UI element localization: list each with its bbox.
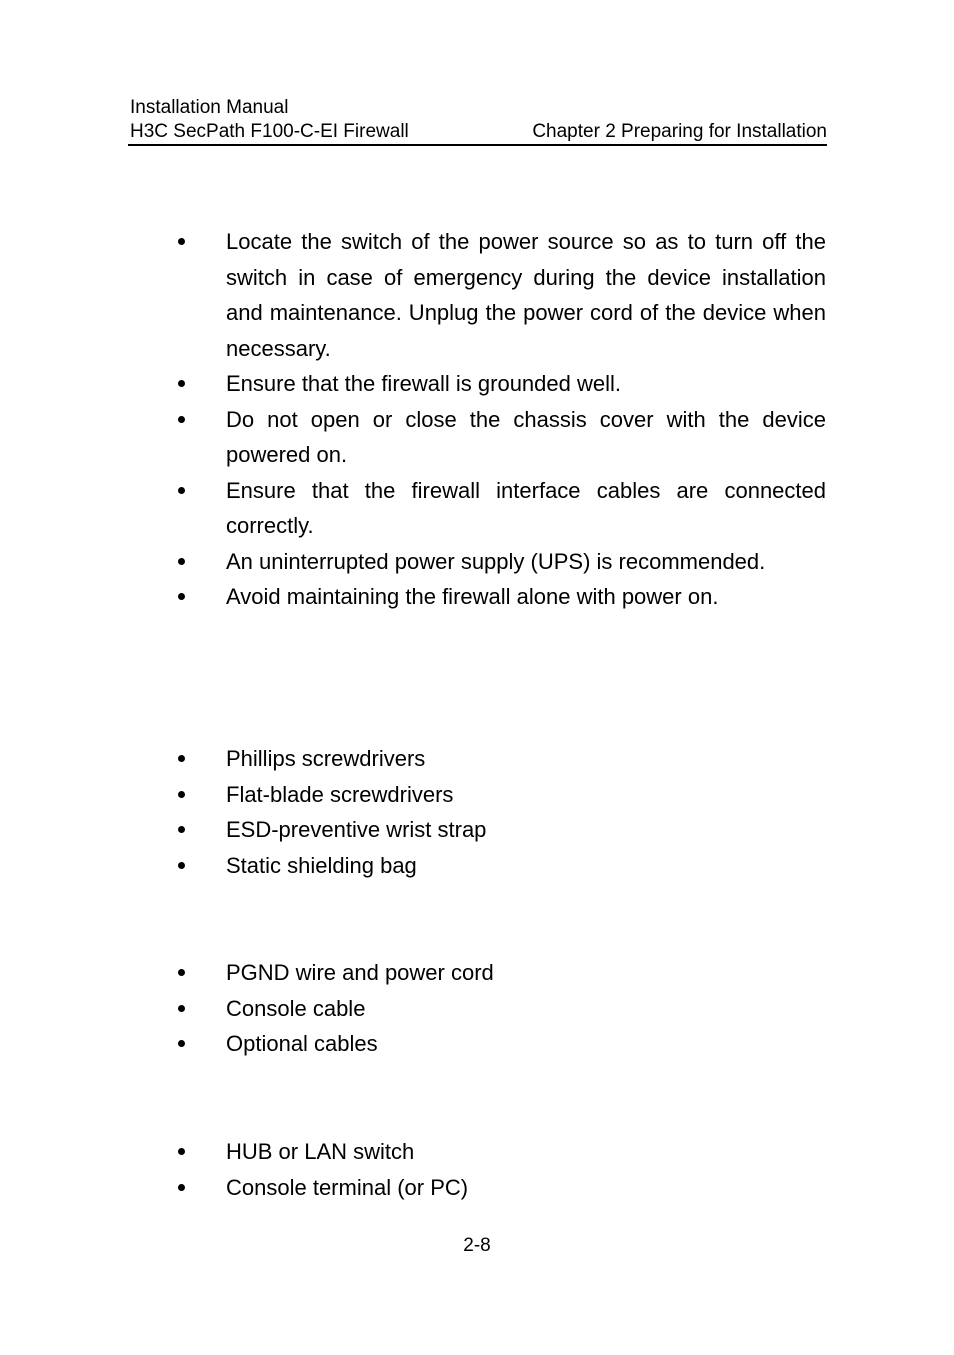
bullet-icon <box>178 1040 185 1047</box>
bullet-icon <box>178 862 185 869</box>
list-item-text: An uninterrupted power supply (UPS) is recommended. <box>226 548 766 574</box>
page-number: 2-8 <box>463 1235 491 1256</box>
cables-list <box>0 955 826 1062</box>
list-item <box>0 473 826 544</box>
list-item-text: Phillips screwdrivers <box>226 746 426 771</box>
devices-list <box>0 1134 826 1205</box>
list-item-text: Console terminal (or PC) <box>226 1174 469 1200</box>
list-item-text: ESD-preventive wrist strap <box>226 817 487 842</box>
page-header <box>128 96 827 146</box>
list-item-text: Optional cables <box>226 1031 378 1056</box>
bullet-icon <box>178 487 185 494</box>
bullet-icon <box>178 238 185 245</box>
list-item-text: Console cable <box>226 995 366 1021</box>
list-item-text: Ensure that the firewall interface cables are connected correctly. <box>226 477 826 538</box>
list-item-text: Flat-blade screwdrivers <box>226 781 454 807</box>
list-item <box>0 812 826 848</box>
bullet-icon <box>178 1005 185 1012</box>
list-item <box>0 777 826 813</box>
bullet-icon <box>178 416 185 423</box>
product-name: H3C SecPath F100-C-EI Firewall <box>130 121 409 142</box>
list-item <box>0 366 826 402</box>
list-item-text: Avoid maintaining the firewall alone with power on. <box>226 584 719 609</box>
chapter-title: Chapter 2 Preparing for Installation <box>532 121 827 142</box>
list-item <box>0 402 826 473</box>
list-item-text: Ensure that the firewall is grounded well. <box>226 371 621 396</box>
bullet-icon <box>178 755 185 762</box>
list-item <box>0 991 826 1027</box>
bullet-icon <box>178 826 185 833</box>
list-item-text: Do not open or close the chassis cover with the device powered on. <box>226 406 826 467</box>
list-item <box>0 848 826 884</box>
list-item <box>0 955 826 991</box>
bullet-icon <box>178 1184 185 1191</box>
list-item-text: Locate the switch of the power source so as to turn off the switch in case of emergency during the device installation and maintenance. Unplug the power cord of the device when necessary. <box>226 229 826 361</box>
bullet-icon <box>178 558 185 565</box>
list-item-text: Static shielding bag <box>226 852 417 878</box>
bullet-icon <box>178 969 185 976</box>
list-item <box>0 1134 826 1170</box>
bullet-icon <box>178 791 185 798</box>
list-item <box>0 1026 826 1062</box>
bullet-icon <box>178 593 185 600</box>
list-item <box>0 1170 826 1206</box>
list-item-text: HUB or LAN switch <box>226 1139 415 1164</box>
list-item <box>0 579 826 615</box>
manual-title: Installation Manual <box>130 97 289 118</box>
list-item <box>0 544 826 580</box>
list-item <box>0 224 826 366</box>
bullet-icon <box>178 380 185 387</box>
tools-list <box>0 741 826 883</box>
safety-precautions-list <box>0 224 826 615</box>
bullet-icon <box>178 1148 185 1155</box>
list-item <box>0 741 826 777</box>
list-item-text: PGND wire and power cord <box>226 960 494 985</box>
